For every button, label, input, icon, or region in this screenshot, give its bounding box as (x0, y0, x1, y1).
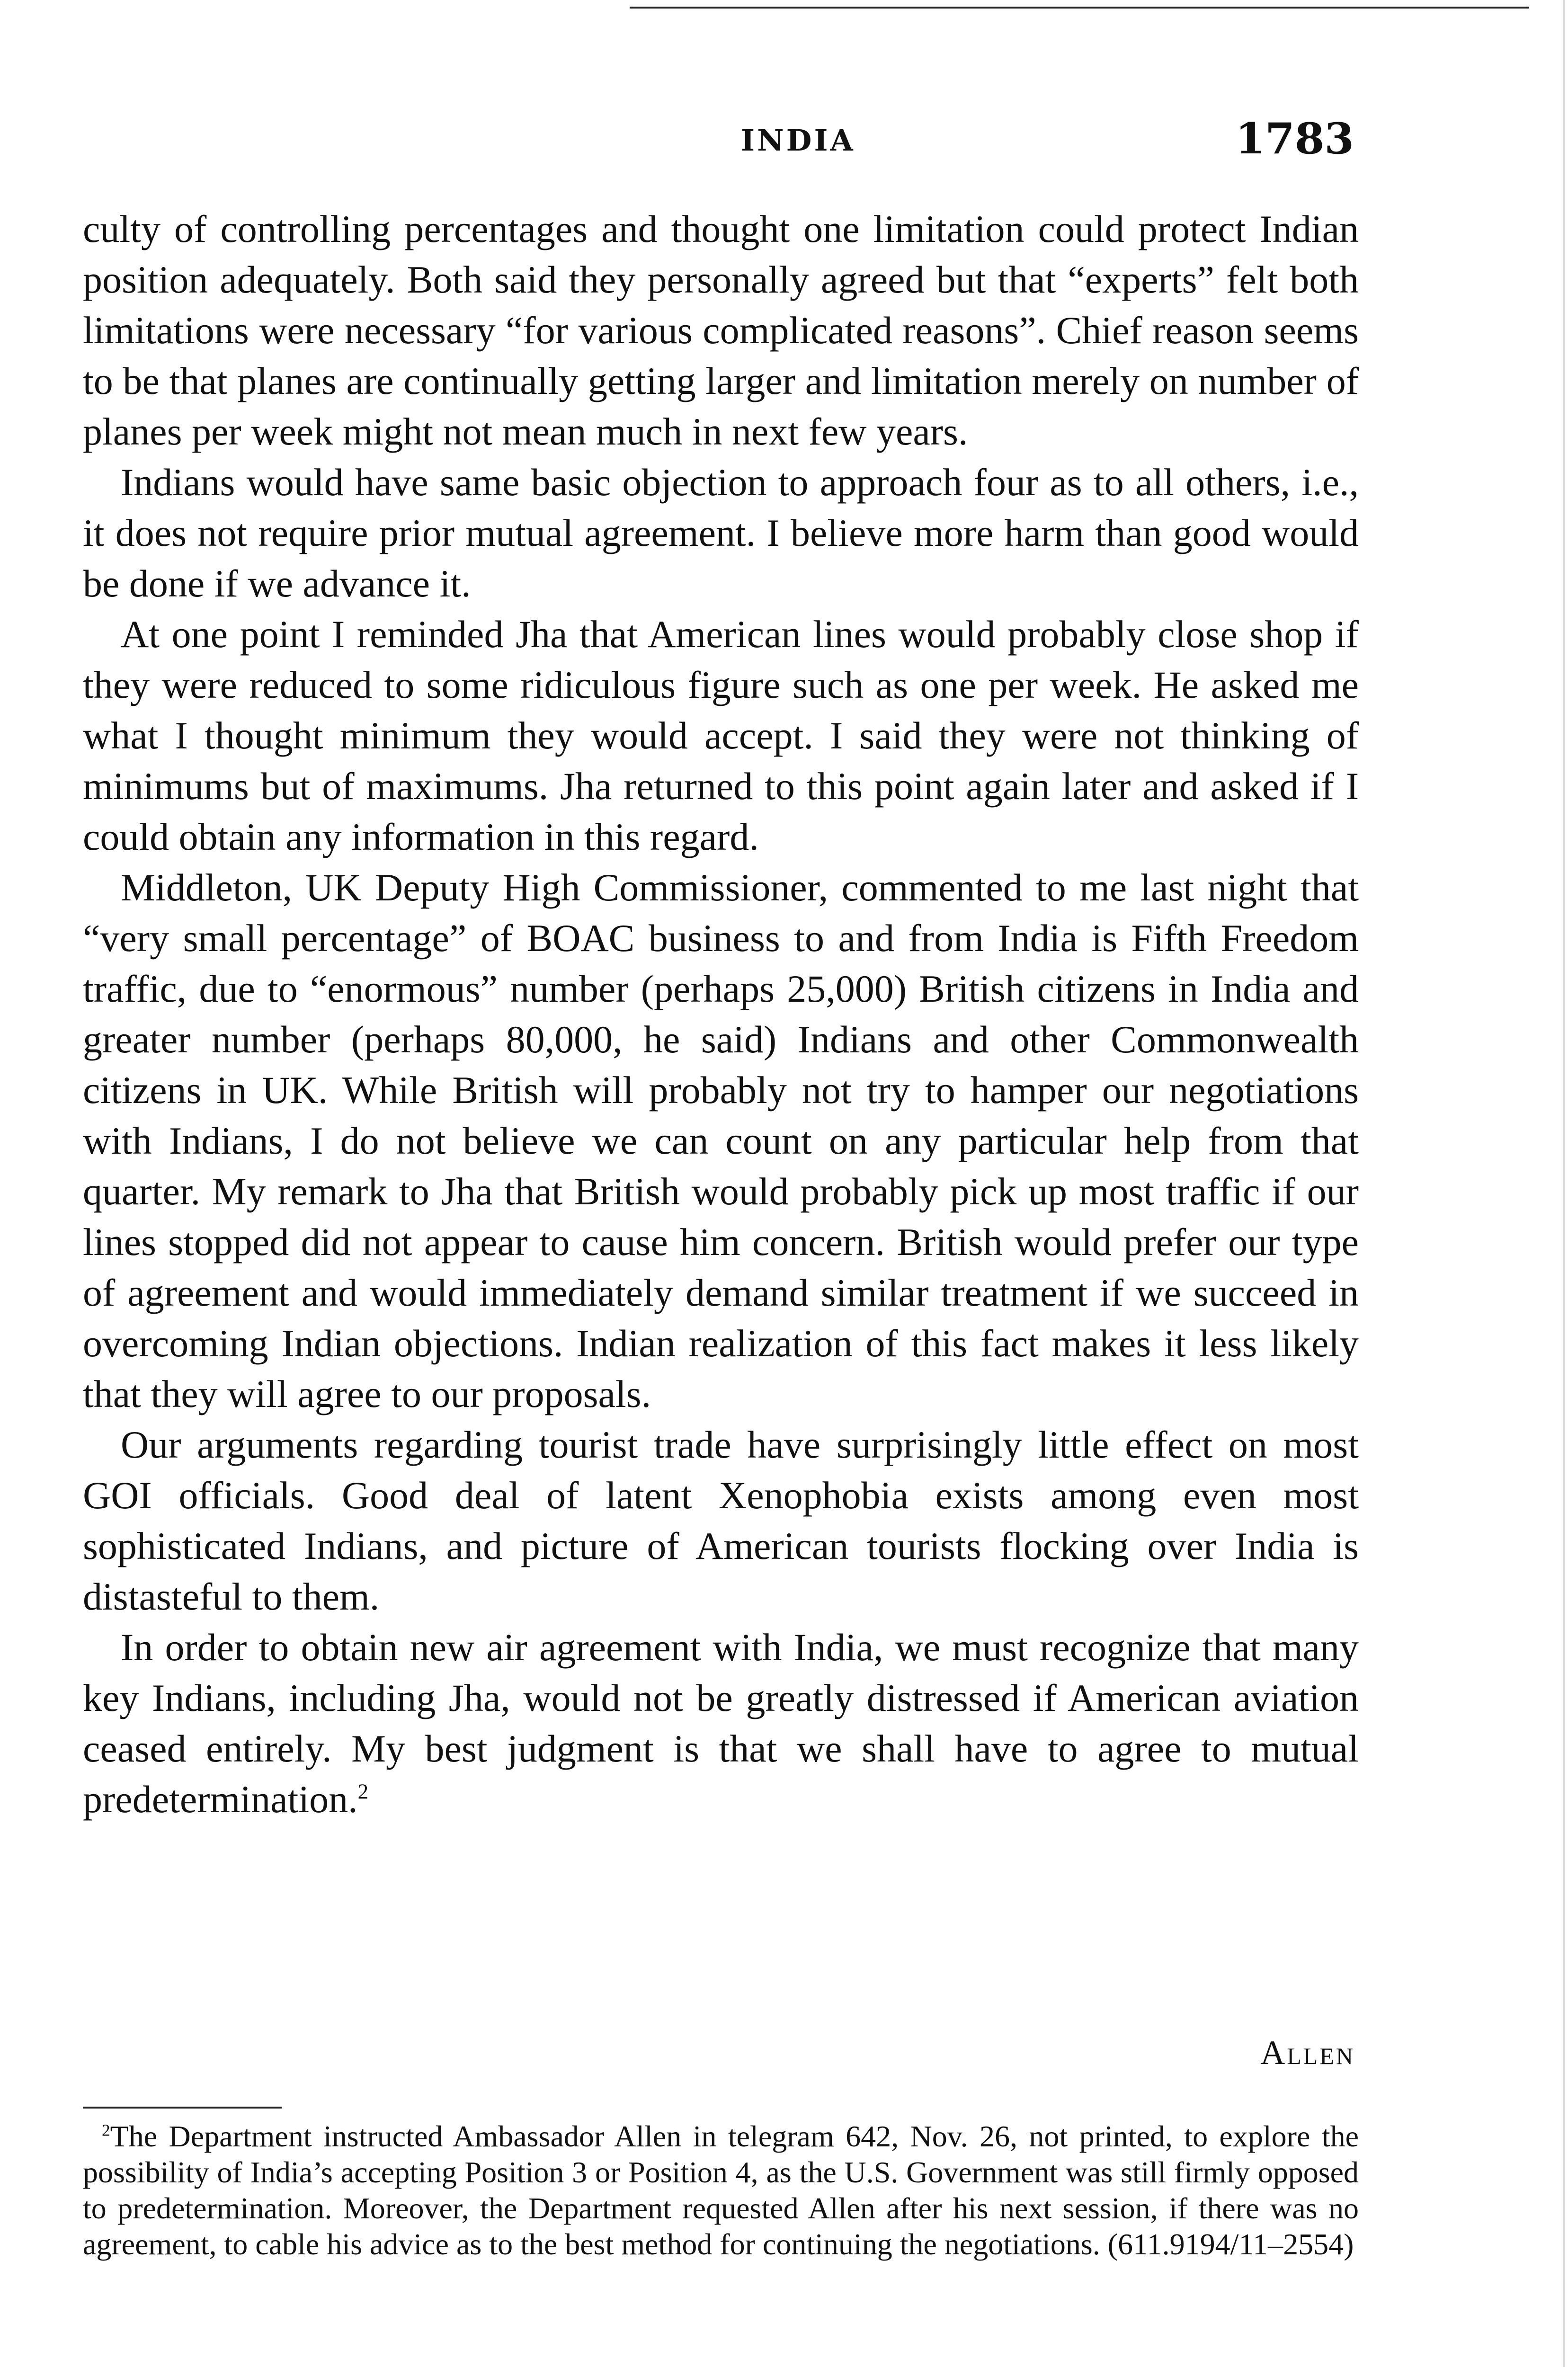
footnote-divider (83, 2107, 282, 2109)
paragraph-4: Middleton, UK Deputy High Commissioner, commented to me last night that “very small percentage” of BOAC business to and from India is Fifth Freedom traffic, due to “enormous” number (perhaps 25,000) British citizens in India and greater number (perhaps 80,000, he said) Indians and other Commonwealth citizens in UK. While British will probably not try to hamper our negotiations with Indians, I do not believe we can count on any particular help from that quarter. My remark to Jha that British would probably pick up most traffic if our lines stopped did not appear to cause him concern. British would prefer our type of agreement and would immediately demand similar treatment if we succeed in overcoming Indian objections. Indian realization of this fact makes it less likely that they will agree to our proposals. (83, 866, 1359, 1415)
footnote-reference: 2 (357, 1780, 369, 1804)
footnote (83, 2118, 1359, 2262)
signature: Allen (1260, 2034, 1355, 2072)
paragraph-2: Indians would have same basic objection to approach four as to all others, i.e., it does not require prior mutual agreement. I believe more harm than good would be done if we advance it. (83, 461, 1359, 605)
running-head: INDIA (741, 123, 855, 158)
footnote-paragraph (83, 2118, 1359, 2262)
top-rule (630, 7, 1529, 9)
page-number: 1783 (1235, 114, 1354, 164)
paragraph-3: At one point I reminded Jha that American lines would probably close shop if they were reduced to some ridiculous figure such as one per week. He asked me what I thought minimum they would accept. I said they were not thinking of minimums but of maximums. Jha returned to this point again later and asked if I could obtain any information in this regard. (83, 613, 1359, 858)
paragraph-1: culty of controlling percentages and thought one limitation could protect Indian position adequately. Both said they personally agreed but that “experts” felt both limitations were necessary “for various complicated reasons”. Chief reason seems to be that planes are continually getting larger and limitation merely on number of planes per week might not mean much in next few years. (83, 207, 1359, 453)
paragraph-6-text: In order to obtain new air agreement with India, we must recognize that many key Indians, including Jha, would not be greatly distressed if American aviation ceased entirely. My best judgment is that we shall have to agree to mutual predetermination. (83, 1626, 1359, 1821)
paragraph-6 (83, 1622, 1359, 1824)
paragraph-5: Our arguments regarding tourist trade have surprisingly little effect on most GOI officials. Good deal of latent Xenophobia exists among even most sophisticated Indians, and picture of American tourists flocking over India is distasteful to them. (83, 1423, 1359, 1618)
page-edge-line (1563, 0, 1565, 2367)
document-body (83, 204, 1359, 1824)
footnote-marker: 2 (102, 2121, 110, 2140)
page-header (83, 114, 1359, 180)
footnote-text: The Department instructed Ambassador Allen in telegram 642, Nov. 26, not printed, to explore the possibility of India’s accepting Position 3 or Position 4, as the U.S. Government was still firmly opposed to predetermination. Moreover, the Department requested Allen after his next session, if there was no agreement, to cable his advice as to the best method for continuing the negotiations. (611.9194/11–2554) (83, 2119, 1359, 2261)
